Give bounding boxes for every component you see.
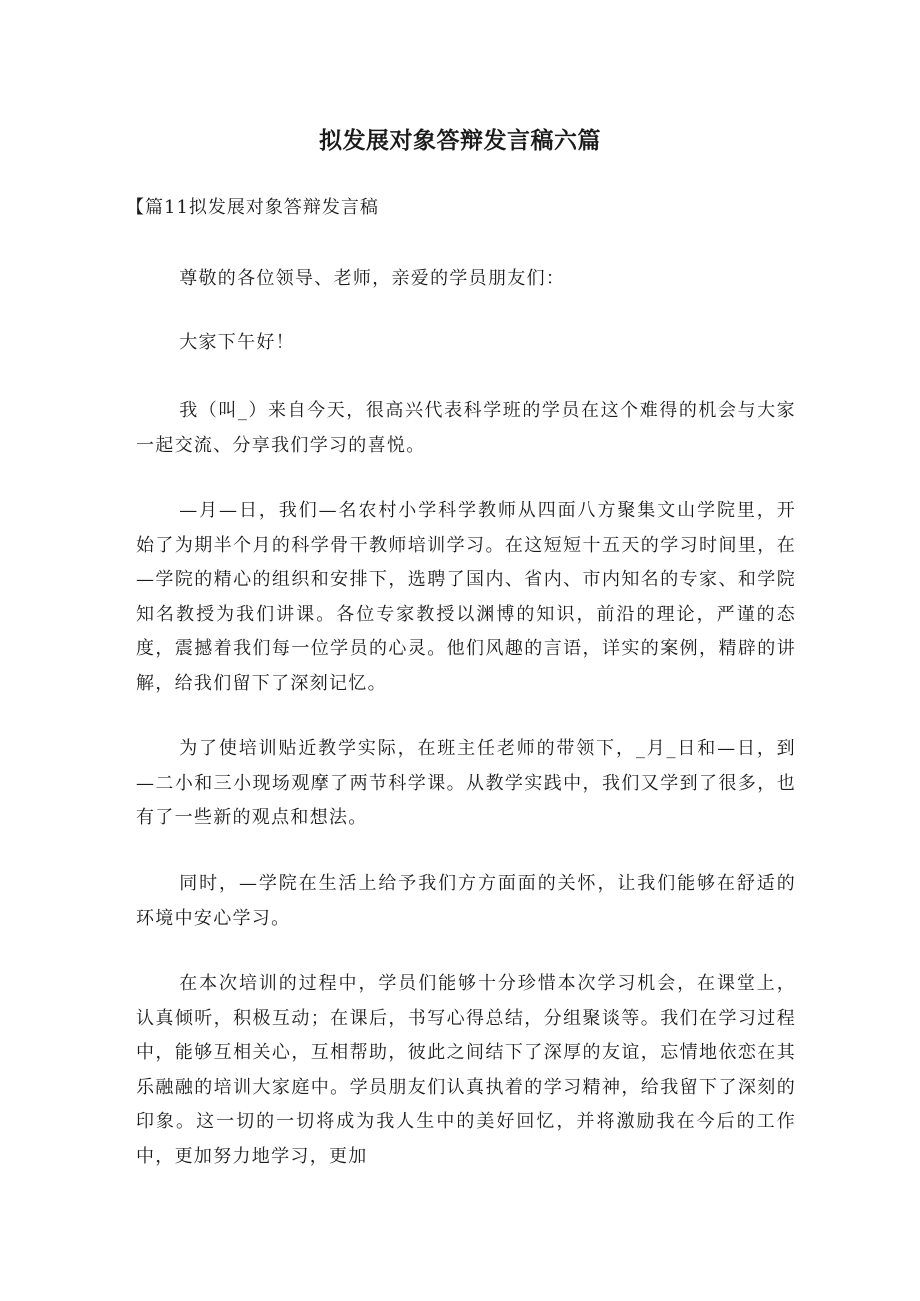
paragraph-campus-care: 同时，—学院在生活上给予我们方方面面的关怀，让我们能够在舒适的环境中安心学习。 (136, 873, 796, 929)
section-heading: 【篇11拟发展对象答辩发言稿 (126, 197, 379, 218)
paragraph-training-overview: —月—日，我们—名农村小学科学教师从四面八方聚集文山学院里，开始了为期半个月的科学骨干教师培训学习。在这短短十五天的学习时间里，在—学院的精心的组织和安排下，选聘了国内、省内、市内知名的专家、和学院知名教授为我们讲课。各位专家教授以渊博的知识，前沿的理论，严谨的态度，震撼着我们每一位学员的心灵。他们风趣的言语，详实的案例，精辟的讲解，给我们留下了深刻记忆。 (136, 500, 796, 694)
paragraph-salutation: 大家下午好！ (179, 332, 295, 353)
paragraph-training-reflection: 在本次培训的过程中，学员们能够十分珍惜本次学习机会，在课堂上，认真倾听，积极互动；在课后，书写心得总结，分组聚谈等。我们在学习过程中，能够互相关心，互相帮助，彼此之间结下了深厚的友谊，忘情地依恋在其乐融融的培训大家庭中。学员朋友们认真执着的学习精神，给我留下了深刻的印象。这一切的一切将成为我人生中的美好回忆，并将激励我在今后的工作中，更加努力地学习，更加 (136, 973, 796, 1167)
paragraph-greeting: 尊敬的各位领导、老师，亲爱的学员朋友们： (179, 268, 566, 289)
paragraph-classroom-observation: 为了使培训贴近教学实际，在班主任老师的带领下，_月_日和—日，到—二小和三小现场观摩了两节科学课。从教学实践中，我们又学到了很多，也有了一些新的观点和想法。 (136, 738, 796, 828)
paragraph-introduction: 我（叫_）来自今天，很高兴代表科学班的学员在这个难得的机会与大家一起交流、分享我们学习的喜悦。 (136, 400, 796, 456)
document-title: 拟发展对象答辩发言稿六篇 (319, 128, 601, 154)
